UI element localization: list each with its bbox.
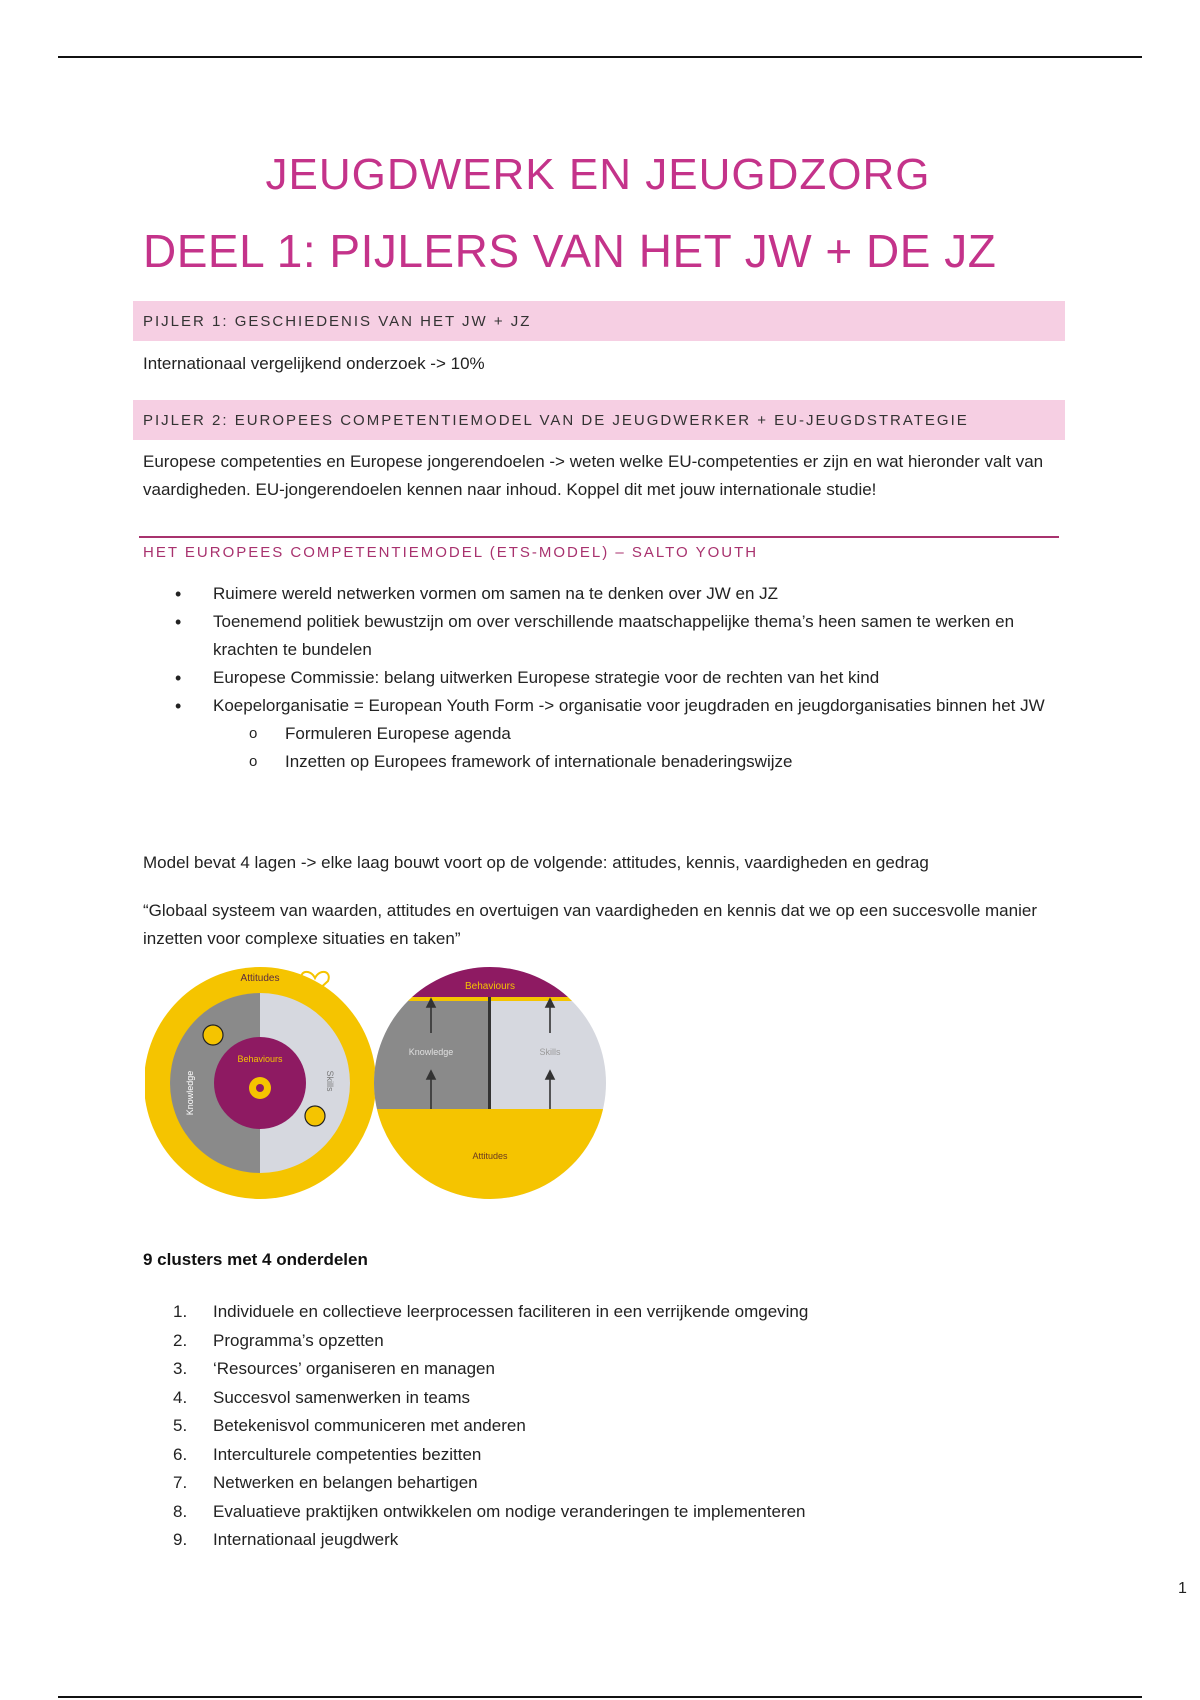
bullet-list [213,580,1063,776]
gear-icon-center [256,1084,264,1092]
sub-bullet-list [213,720,1063,776]
page-number: 1 [1178,1580,1187,1597]
sub-list-item: o Formuleren Europese agenda [213,720,1063,748]
list-item: • Europese Commissie: belang uitwerken Europese strategie voor de rechten van het kind [213,664,1063,692]
list-item: • Koepelorganisatie = European Youth Form -> organisatie voor jeugdraden en jeugdorganisaties binnen het JW o Formuleren Europese agenda o Inzetten op Europees framework of internationale benaderingswijze [213,692,1063,776]
skills-label: Skills [325,1070,335,1092]
list-item: 3. ‘Resources’ organiseren en managen [173,1359,495,1378]
section-heading: HET EUROPEES COMPETENTIEMODEL (ETS-MODEL) – SALTO YOUTH [143,544,759,561]
behaviours-label: Behaviours [237,1054,283,1064]
clusters-list [173,1298,1063,1555]
pillar-1-text: Internationaal vergelijkend onderzoek -> 10% [143,354,485,373]
clusters-title: 9 clusters met 4 onderdelen [143,1250,368,1269]
document-title: JEUGDWERK EN JEUGDZORG [265,150,931,199]
behaviours-band-label: Behaviours [464,981,516,992]
section-rule [139,536,1059,538]
skills-area-label: Skills [539,1047,561,1057]
cog-icon [305,1106,325,1126]
lightbulb-icon [203,1025,223,1045]
header-rule [58,56,1142,58]
knowledge-area-label: Knowledge [408,1047,454,1057]
list-item: 4. Succesvol samenwerken in teams [173,1387,471,1407]
pillar-2-text: Europese competenties en Europese jongerendoelen -> weten welke EU-competenties er zijn en wat hieronder valt van vaardigheden. EU-jongerendoelen kennen naar inhoud. Koppel dit met jouw internationale studie! [143,452,1044,499]
list-item: • Toenemend politiek bewustzijn om over verschillende maatschappelijke thema’s heen samen te werken en krachten te bundelen [213,608,1063,664]
list-item: 8. Evaluatieve praktijken ontwikkelen om nodige veranderingen te implementeren [173,1501,806,1521]
footer-rule [58,1696,1142,1698]
list-item: 5. Betekenisvol communiceren met anderen [173,1416,526,1435]
part-title: DEEL 1: PIJLERS VAN HET JW + DE JZ [143,225,997,277]
competence-model-diagrams [145,963,615,1203]
list-item: 7. Netwerken en belangen behartigen [173,1473,478,1492]
model-text: Model bevat 4 lagen -> elke laag bouwt voort op de volgende: attitudes, kennis, vaardigheden en gedrag [143,853,929,872]
attitudes-label: Attitudes [240,973,280,984]
pillar-1-heading: PIJLER 1: GESCHIEDENIS VAN HET JW + JZ [133,301,1065,341]
definition-quote: “Globaal systeem van waarden, attitudes en overtuigen van vaardigheden en kennis dat we op een succesvolle manier inzetten voor complexe situaties en taken” [143,901,1037,948]
competence-circle-layers [145,967,376,1199]
competence-model-svg [145,963,615,1203]
list-item: 2. Programma’s opzetten [173,1330,384,1350]
divider-line [488,997,491,1109]
knowledge-label: Knowledge [185,1070,195,1116]
pillar-2-heading: PIJLER 2: EUROPEES COMPETENTIEMODEL VAN DE JEUGDWERKER + EU-JEUGDSTRATEGIE [133,400,1065,440]
sub-list-item: o Inzetten op Europees framework of internationale benaderingswijze [213,748,1063,776]
list-item: • Ruimere wereld netwerken vormen om samen na te denken over JW en JZ [213,580,1063,608]
attitudes-band-label: Attitudes [472,1151,508,1161]
competence-layer-diagram [374,967,606,1199]
list-item: 1. Individuele en collectieve leerprocessen faciliteren in een verrijkende omgeving [173,1302,809,1321]
list-item: 6. Interculturele competenties bezitten [173,1444,482,1464]
list-item: 9. Internationaal jeugdwerk [173,1530,399,1549]
